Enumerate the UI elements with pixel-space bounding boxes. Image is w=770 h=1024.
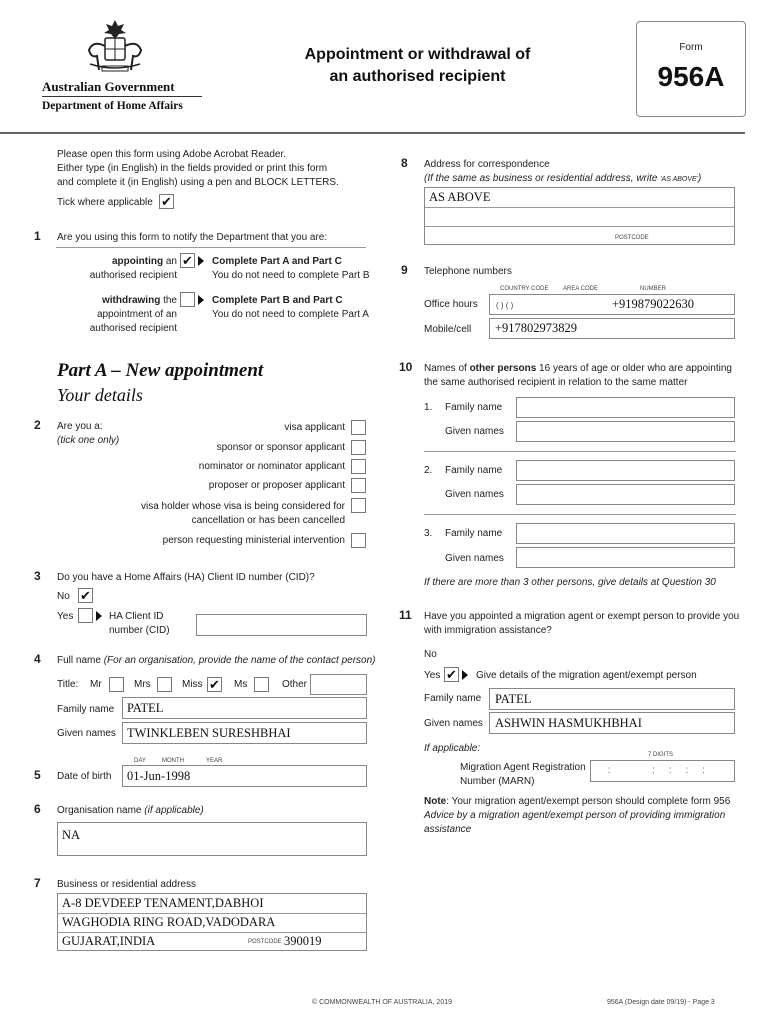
q11-line2: with immigration assistance? <box>424 625 552 636</box>
q3-cid-input[interactable] <box>196 614 367 636</box>
q8-label: Address for correspondence <box>424 159 550 170</box>
q2-visa-applicant-checkbox[interactable] <box>351 420 366 435</box>
q9-mobile-input[interactable] <box>489 318 735 339</box>
q1-withdrawing-line3: authorised recipient <box>89 323 177 334</box>
q11-family-label: Family name <box>424 693 482 704</box>
q3-yes-checkbox[interactable] <box>78 608 93 623</box>
q7-postcode-value: 390019 <box>284 934 322 948</box>
q9-country-code-caption: COUNTRY CODE <box>500 286 549 292</box>
q10-person3-num: 3. <box>424 528 433 539</box>
q4-mrs-checkbox[interactable] <box>157 677 172 692</box>
q11-given-value: ASHWIN HASMUKHBHAI <box>495 716 642 730</box>
q4-other-input[interactable] <box>310 674 367 695</box>
q11-marn-label-line2: Number (MARN) <box>460 776 535 787</box>
q10-person2-num: 2. <box>424 465 433 476</box>
q11-marn-label: Migration Agent Registration <box>460 762 586 773</box>
q10-person3-family-label: Family name <box>445 528 503 539</box>
q1-appointing-label: appointing an <box>111 256 177 267</box>
intro-line1: Please open this form using Adobe Acrobat Reader. <box>57 149 287 160</box>
q7-number: 7 <box>34 876 41 890</box>
q5-label: Date of birth <box>57 771 112 782</box>
q5-number: 5 <box>34 768 41 782</box>
q11-yes-note: Give details of the migration agent/exempt person <box>476 670 697 681</box>
q10-person2-given-label: Given names <box>445 489 504 500</box>
q5-month-caption: MONTH <box>162 758 184 764</box>
q11-note: Note: Your migration agent/exempt person should complete form 956 <box>424 796 731 807</box>
q4-title-ms: Ms <box>234 679 248 690</box>
q11-marn-input[interactable]: : : : : : <box>590 760 735 782</box>
q11-no-label: No <box>424 649 437 660</box>
intro-line3: and complete it (in English) using a pen and BLOCK LETTERS. <box>57 177 339 188</box>
q4-title-label: Title: <box>57 679 79 690</box>
form-title-line2: an authorised recipient <box>329 68 506 85</box>
q4-miss-checkbox[interactable]: ✔ <box>207 677 222 692</box>
q10-line2: the same authorised recipient in relation to the same matter <box>424 377 688 388</box>
q10-person1-given-input[interactable] <box>516 421 735 442</box>
q11-number: 11 <box>399 608 412 622</box>
q2-option-ministerial: person requesting ministerial intervention <box>162 535 345 546</box>
q4-family-input[interactable] <box>122 697 367 719</box>
footer-copyright: © COMMONWEALTH OF AUSTRALIA, 2019 <box>312 999 452 1006</box>
q1-withdrawing-label: withdrawing the <box>101 295 177 306</box>
q4-question: Full name (For an organisation, provide the name of the contact person) <box>57 655 376 666</box>
q1-appointing-checkbox[interactable]: ✔ <box>180 253 195 268</box>
coat-of-arms-logo <box>80 18 150 76</box>
q11-if-applicable: If applicable: <box>424 743 481 754</box>
q9-label: Telephone numbers <box>424 266 512 277</box>
q8-number: 8 <box>401 156 408 170</box>
q2-sponsor-checkbox[interactable] <box>351 440 366 455</box>
q11-given-input[interactable] <box>489 712 735 734</box>
form-title-line1: Appointment or withdrawal of <box>304 46 531 63</box>
q11-family-value: PATEL <box>495 692 532 706</box>
q6-organisation-value: NA <box>62 828 81 842</box>
arrow-right-icon <box>198 295 204 305</box>
tick-example-checkbox: ✔ <box>159 194 174 209</box>
q10-person3-given-input[interactable] <box>516 547 735 568</box>
q2-option-visa-applicant: visa applicant <box>284 422 345 433</box>
q7-address-line1: A-8 DEVDEEP TENAMENT,DABHOI <box>62 896 264 910</box>
q2-ministerial-checkbox[interactable] <box>351 533 366 548</box>
form-number: 956A <box>657 61 725 92</box>
q10-more-note: If there are more than 3 other persons, give details at Question 30 <box>424 577 716 588</box>
q6-number: 6 <box>34 802 41 816</box>
q7-address-line2: WAGHODIA RING ROAD,VADODARA <box>62 915 276 929</box>
q8-postcode-label: POSTCODE <box>615 235 649 241</box>
arrow-right-icon <box>462 670 468 680</box>
q4-number: 4 <box>34 652 41 666</box>
q9-number: 9 <box>401 263 408 277</box>
q1-withdrawing-note: You do not need to complete Part A <box>212 309 369 320</box>
footer-page: 956A (Design date 09/19) - Page 3 <box>607 999 715 1006</box>
intro-line2: Either type (in English) in the fields provided or print this form <box>57 163 328 174</box>
q4-title-mr: Mr <box>90 679 102 690</box>
q9-office-value: +919879022630 <box>612 297 695 311</box>
q10-person3-family-input[interactable] <box>516 523 735 544</box>
q4-family-label: Family name <box>57 704 115 715</box>
q11-given-label: Given names <box>424 718 483 729</box>
q1-withdrawing-line2: appointment of an <box>96 309 177 320</box>
q4-given-label: Given names <box>57 728 116 739</box>
q1-appointing-line2: authorised recipient <box>89 270 177 281</box>
q7-address-line3: GUJARAT,INDIA <box>62 934 156 948</box>
q2-option-visa-holder: visa holder whose visa is being considered for <box>141 501 345 512</box>
q4-title-miss: Miss <box>182 679 203 690</box>
q4-mr-checkbox[interactable] <box>109 677 124 692</box>
form-label: Form <box>679 42 703 53</box>
part-a-subtitle: Your details <box>57 385 143 405</box>
q2-proposer-checkbox[interactable] <box>351 478 366 493</box>
q4-title-other: Other <box>282 679 308 690</box>
arrow-right-icon <box>96 611 102 621</box>
q3-question: Do you have a Home Affairs (HA) Client ID number (CID)? <box>57 572 315 583</box>
tick-applicable-label: Tick where applicable <box>57 197 153 208</box>
arrow-right-icon <box>198 256 204 266</box>
q3-yes-label: Yes <box>57 611 74 622</box>
q5-year-caption: YEAR <box>206 758 223 764</box>
q9-area-code-caption: AREA CODE <box>563 286 599 292</box>
q5-dob-value: 01-Jun-1998 <box>127 769 191 783</box>
q2-option-visa-holder-line2: cancellation or has been cancelled <box>191 515 345 526</box>
part-a-title: Part A – New appointment <box>57 360 264 381</box>
q3-cid-label: HA Client ID <box>109 611 164 622</box>
q10-person3-given-label: Given names <box>445 553 504 564</box>
crest-icon <box>80 18 150 76</box>
q10-person2-given-input[interactable] <box>516 484 735 505</box>
q9-mobile-value: +917802973829 <box>495 321 578 335</box>
q1-number: 1 <box>34 229 41 243</box>
q11-family-input[interactable] <box>489 688 735 710</box>
q1-appointing-part: Complete Part A and Part C <box>212 256 342 267</box>
q2-option-proposer: proposer or proposer applicant <box>208 480 345 491</box>
q9-mobile-label: Mobile/cell <box>424 324 472 335</box>
q7-postcode-label: POSTCODE <box>248 939 282 945</box>
q4-given-input[interactable] <box>122 722 367 744</box>
q9-office-input[interactable] <box>489 294 735 315</box>
q1-withdrawing-checkbox[interactable] <box>180 292 195 307</box>
q6-organisation-input[interactable] <box>57 822 367 856</box>
q11-yes-checkbox[interactable]: ✔ <box>444 667 459 682</box>
q1-withdrawing-part: Complete Part B and Part C <box>212 295 343 306</box>
q9-number-caption: NUMBER <box>640 286 667 292</box>
q1-appointing-note: You do not need to complete Part B <box>212 270 370 281</box>
q7-label: Business or residential address <box>57 879 196 890</box>
q10-number: 10 <box>399 360 413 374</box>
q2-hint: (tick one only) <box>57 435 120 446</box>
q11-advice-line2: assistance <box>424 824 472 835</box>
q2-number: 2 <box>34 418 41 432</box>
q3-number: 3 <box>34 569 41 583</box>
q10-person1-given-label: Given names <box>445 426 504 437</box>
q11-digits-caption: 7 DIGITS <box>648 752 674 758</box>
q11-advice-line1: Advice by a migration agent/exempt person of providing immigration <box>424 810 726 821</box>
q2-option-nominator: nominator or nominator applicant <box>198 461 345 472</box>
q10-person2-family-input[interactable] <box>516 460 735 481</box>
q3-no-label: No <box>57 591 70 602</box>
q8-address-value: AS ABOVE <box>429 190 491 204</box>
q11-yes-label: Yes <box>424 670 441 681</box>
q4-ms-checkbox[interactable] <box>254 677 269 692</box>
q4-family-value: PATEL <box>127 701 164 715</box>
q2-option-sponsor: sponsor or sponsor applicant <box>216 442 345 453</box>
gov-name: Australian Government <box>42 79 175 94</box>
form-number-box <box>636 21 746 117</box>
department-name: Department of Home Affairs <box>42 100 183 112</box>
q10-person1-family-label: Family name <box>445 402 503 413</box>
q11-line1: Have you appointed a migration agent or exempt person to provide you <box>424 611 740 622</box>
q10-person2-family-label: Family name <box>445 465 503 476</box>
q3-no-checkbox[interactable]: ✔ <box>78 588 93 603</box>
q10-line1: Names of other persons 16 years of age or older who are appointing <box>424 363 732 374</box>
q10-person1-family-input[interactable] <box>516 397 735 418</box>
q9-office-label: Office hours <box>424 299 478 310</box>
q4-given-value: TWINKLEBEN SURESHBHAI <box>127 726 291 740</box>
q8-address-input[interactable] <box>424 187 735 245</box>
q9-office-paren: ( ) ( ) <box>496 301 514 310</box>
q2-question: Are you a: <box>57 421 103 432</box>
q7-address-input[interactable] <box>57 893 367 951</box>
q2-visa-holder-checkbox[interactable] <box>351 498 366 513</box>
q1-question: Are you using this form to notify the Department that you are: <box>57 232 328 243</box>
q5-day-caption: DAY <box>134 758 146 764</box>
q5-dob-input[interactable] <box>122 765 367 787</box>
q4-title-mrs: Mrs <box>134 679 151 690</box>
q10-person1-num: 1. <box>424 402 433 413</box>
q2-nominator-checkbox[interactable] <box>351 459 366 474</box>
q8-note: (If the same as business or residential address, write 'AS ABOVE') <box>424 173 702 184</box>
q6-label: Organisation name (if applicable) <box>57 805 204 816</box>
q3-cid-label-line2: number (CID) <box>109 625 170 636</box>
